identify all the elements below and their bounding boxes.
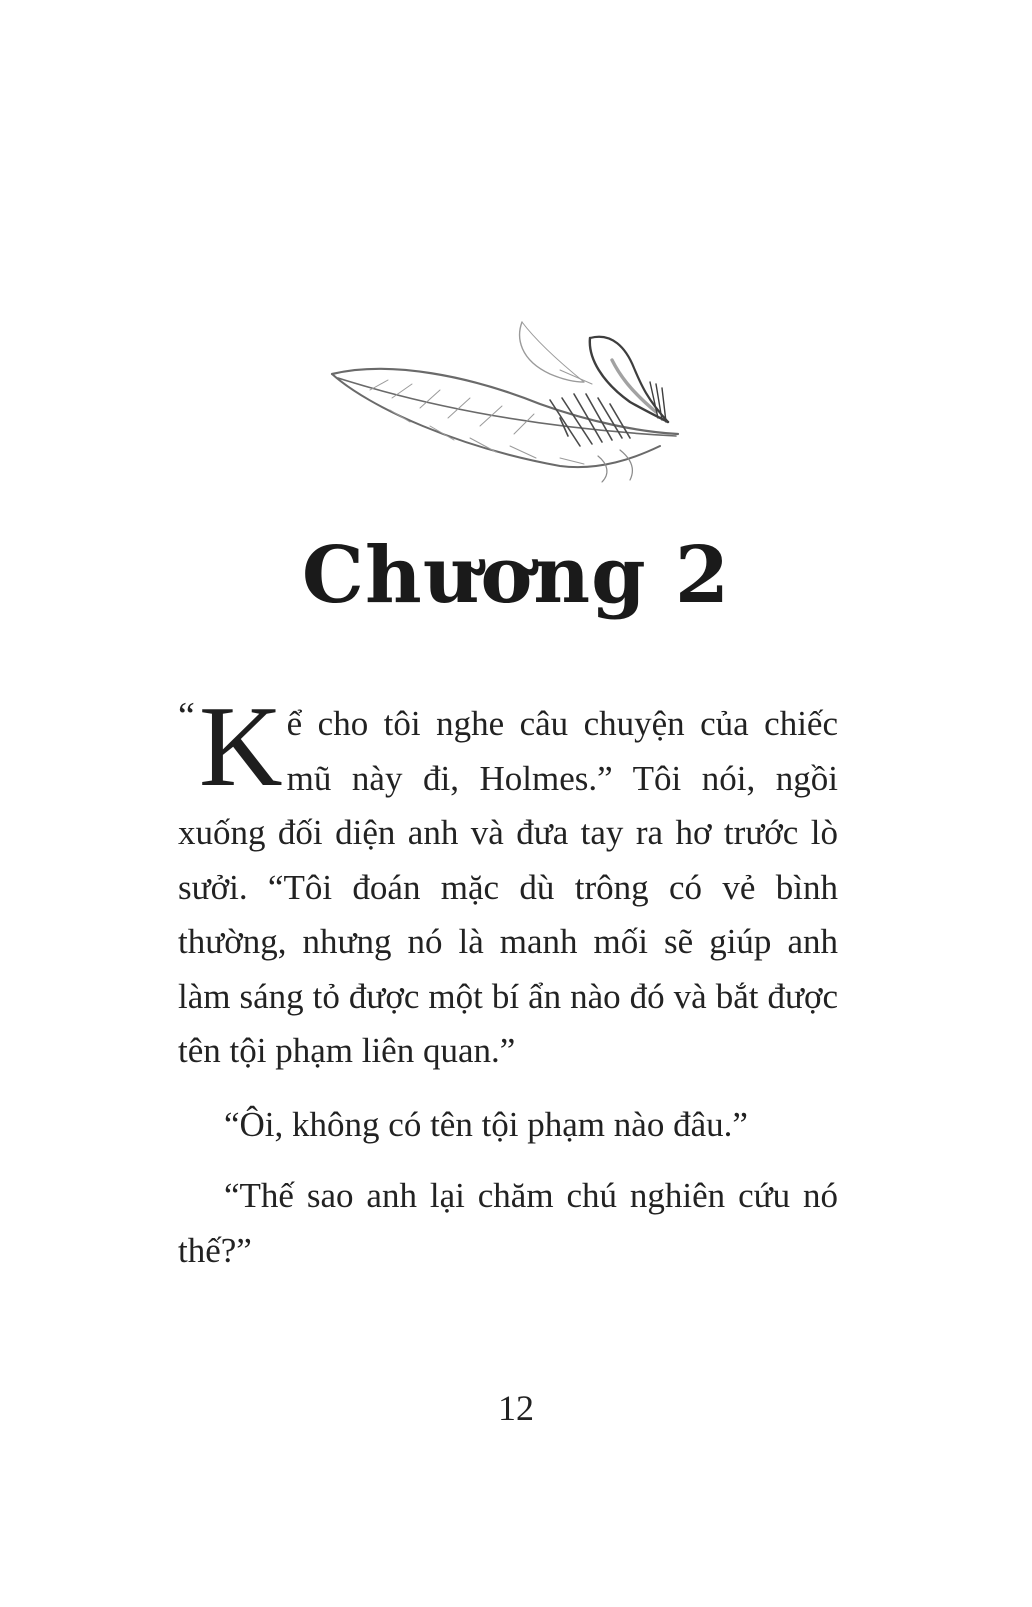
paragraph-2: “Ôi, không có tên tội phạm nào đâu.” bbox=[224, 1104, 748, 1144]
paragraph-3: “Thế sao anh lại chăm chú nghiên cứu nó thế?” bbox=[178, 1175, 838, 1270]
open-quote-mark: “ bbox=[178, 695, 195, 737]
page-number: 12 bbox=[498, 1388, 534, 1428]
chapter-title: Chương 2 bbox=[301, 530, 731, 621]
drop-cap: K bbox=[198, 683, 283, 811]
body-text bbox=[178, 683, 838, 1278]
paragraph-1-text: ể cho tôi nghe câu chuyện của chiếc mũ này đi, Holmes.” Tôi nói, ngồi xuống đối diện anh và đưa tay ra hơ trước lò sưởi. “Tôi đoán mặc dù trông có vẻ bình thường, nhưng nó là manh mối sẽ giúp anh làm sáng tỏ được một bí ẩn nào đó và bắt được tên tội phạm liên quan.” bbox=[178, 704, 838, 1070]
paragraph-1 bbox=[178, 683, 838, 1079]
feather-icon bbox=[330, 318, 690, 488]
